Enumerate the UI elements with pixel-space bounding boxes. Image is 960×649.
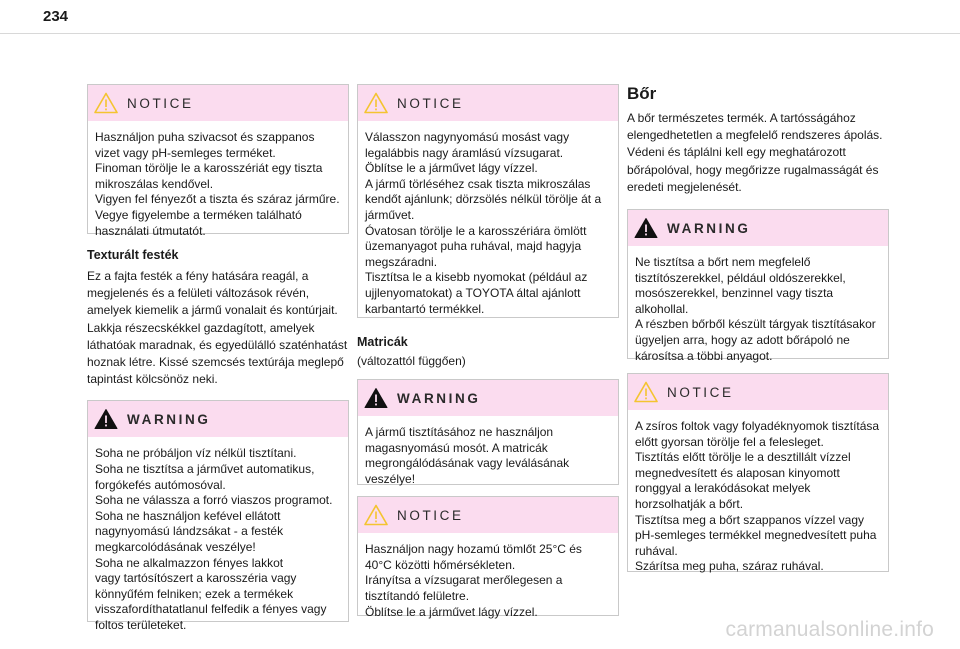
notice-box [87,84,349,238]
warning-header [358,380,618,416]
warning-line: A részben bőrből készült tárgyak tisztításakor [635,317,876,332]
notice-text [358,121,618,325]
notice-header [628,374,888,410]
warning-line: alkohollal. [635,301,689,316]
notice-box [357,496,619,619]
warning-line: károsítsa a többi anyagot. [635,348,773,363]
notice-label: NOTICE [667,384,734,400]
notice-box [627,373,889,572]
notice-line: előtt gyorsan törölje fel a felesleget. [635,434,824,449]
notice-line: Tisztítás előtt törölje le a desztillált vízzel [635,450,851,465]
column-1 [87,84,349,632]
column-2 [357,84,619,619]
notice-line: tisztítandó felületre. [365,588,470,603]
notice-line: mikroszálas kendővel. [95,176,214,191]
notice-line: ujjlenyomatokat) a TOYOTA által ajánlott [365,285,581,300]
notice-line: 40°C közötti hőmérsékleten. [365,557,516,572]
warning-label: WARNING [127,411,211,427]
column-3 [627,84,889,572]
notice-label: NOTICE [127,95,194,111]
warning-line: Soha ne alkalmazzon fényes lakkot [95,555,284,570]
caution-triangle-outline-icon [364,504,388,526]
notice-header [358,85,618,121]
warning-line: foltos területeket. [95,617,187,632]
notice-line: Vigyen fel fényezőt a tiszta és száraz járműre. [95,192,340,207]
warning-header [628,210,888,246]
notice-line: járművet. [365,207,415,222]
notice-box [357,84,619,318]
warning-label: WARNING [667,220,751,236]
notice-line: horzsolhatják a bőrt. [635,496,744,511]
notice-line: Válasszon nagynyomású mosást vagy [365,130,570,144]
notice-line: A jármű törléséhez csak tiszta mikroszálas [365,176,591,191]
paragraph-line: eredeti megjelenését. [627,179,742,194]
caution-triangle-outline-icon [634,381,658,403]
paragraph-line: Lakkja részecskékkel gazdagított, amelyek [87,320,315,335]
notice-line: használati útmutatót. [95,223,206,238]
warning-line: megkarcolódásának veszélye! [95,539,256,554]
warning-line: magasnyomású mosót. A matricák [365,440,548,455]
notice-line: megszáradni. [365,254,438,269]
warning-text [628,246,888,372]
paragraph-line: elengedhetetlen a megfelelő rendszeres ápolás. [627,128,883,143]
notice-line: Öblítse le a járművet lágy vízzel. [365,161,538,176]
warning-text [358,416,618,495]
notice-header [88,85,348,121]
warning-line: Soha ne válassza a forró viaszos programot. [95,493,333,508]
notice-line: kendőt ajánlunk; dörzsölés nélkül törölje át a [365,192,602,207]
caution-triangle-outline-icon [94,92,118,114]
warning-line: Ne tisztítsa a bőrt nem megfelelő [635,255,811,270]
notice-line: Szárítsa meg puha, száraz ruhával. [635,559,824,574]
paragraph-line: A bőr természetes termék. A tartósságához [627,111,856,125]
paragraph-line: megjelenés és a felületi változások révén, [87,286,310,301]
warning-box [627,209,889,363]
notice-line: üzemanyagot puha ruhával, majd hagyja [365,239,582,254]
notice-line: legalábbis nagy áramlású vízsugarat. [365,145,564,160]
notice-text [358,533,618,628]
warning-line: Soha ne tisztítsa a járművet automatikus, [95,462,315,477]
paragraph-line: Védeni és táplálni kell egy meghatározott [627,145,846,160]
notice-line: vizet vagy pH-semleges terméket. [95,145,276,160]
notice-line: Öblítse le a járművet lágy vízzel. [365,604,538,619]
notice-line: megnedvesített és alaposan kinyomott [635,465,840,480]
paragraph-line: Ez a fajta festék a fény hatására reagál, a [87,269,309,283]
notice-line: A zsíros foltok vagy folyadéknyomok tisztítása [635,419,880,434]
warning-line: megrongálódásának vagy leválásának [365,456,570,471]
notice-line: Irányítsa a vízsugarat merőlegesen a [365,573,563,588]
caution-triangle-filled-icon [634,217,658,239]
notice-line: karbantartó termékkel. [365,301,485,316]
warning-line: nagynyomású lándzsákat - a festék [95,524,284,539]
warning-line: ügyeljen arra, hogy az adott bőrápoló ne [635,332,850,347]
warning-line: visszafordíthatatlanul felfedik a fényes vagy [95,602,327,617]
top-rule [0,33,960,34]
notice-header [358,497,618,533]
caution-triangle-filled-icon [94,408,118,430]
notice-line: Tisztítsa le a kisebb nyomokat (például az [365,270,588,285]
warning-line: forgókefés autómosóval. [95,477,226,492]
notice-line: Óvatosan törölje le a karosszériára ömlött [365,223,587,238]
warning-line: veszélye! [365,471,416,486]
warning-header [88,401,348,437]
notice-text [88,121,348,247]
paragraph-line: bőrápolóval, hogy megőrizze rugalmasságát és [627,162,879,177]
caution-triangle-filled-icon [364,387,388,409]
warning-line: A jármű tisztításához ne használjon [365,425,554,440]
leather-paragraph [627,110,889,196]
warning-line: vagy tartósítószert a karosszéria vagy [95,571,297,586]
notice-line: Tisztítsa meg a bőrt szappanos vízzel vagy [635,512,864,527]
notice-line: ronggyal a lerakódásokat melyek [635,481,811,496]
section-heading-stickers: Matricák [357,335,408,349]
notice-text [628,410,888,583]
warning-line: tisztítószerekkel, például oldószerekkel, [635,270,846,285]
warning-box [87,400,349,632]
warning-line: Soha ne használjon kefével ellátott [95,508,281,523]
notice-line: Vegye figyelembe a terméken található [95,207,302,222]
paragraph-line: hoznak létre. Kissé szemcsés textúrája meglepő [87,355,344,370]
notice-line: pH-semleges termékkel megnedvesített puha [635,528,877,543]
warning-line: Soha ne próbáljon víz nélkül tisztítani. [95,446,297,461]
notice-line: Használjon nagy hozamú tömlőt 25°C és [365,542,582,557]
notice-line: Használjon puha szivacsot és szappanos [95,130,315,144]
textured-paint-paragraph [87,268,349,388]
paragraph-line: tapintást kölcsönöz neki. [87,372,218,387]
warning-text [88,437,348,641]
caution-triangle-outline-icon [364,92,388,114]
notice-label: NOTICE [397,507,464,523]
warning-label: WARNING [397,390,481,406]
section-heading-textured-paint: Texturált festék [87,248,179,262]
paragraph-line: amelyek kiemelik a jármű vonalait és kontúrjait. [87,303,338,318]
warning-line: könnyűfém felniken; ezek a termékek [95,586,294,601]
notice-line: ruhával. [635,543,678,558]
watermark: carmanualsonline.info [725,618,934,641]
stickers-subline: (változattól függően) [357,354,466,368]
notice-label: NOTICE [397,95,464,111]
warning-line: mosószerekkel, benzinnel vagy tiszta [635,286,834,301]
notice-line: Finoman törölje le a karosszériát egy tiszta [95,161,323,176]
section-heading-leather: Bőr [627,84,657,103]
warning-box [357,379,619,485]
page-number: 234 [43,8,69,25]
paragraph-line: láthatóak maradnak, és egyedülálló szaténhatást [87,337,348,352]
